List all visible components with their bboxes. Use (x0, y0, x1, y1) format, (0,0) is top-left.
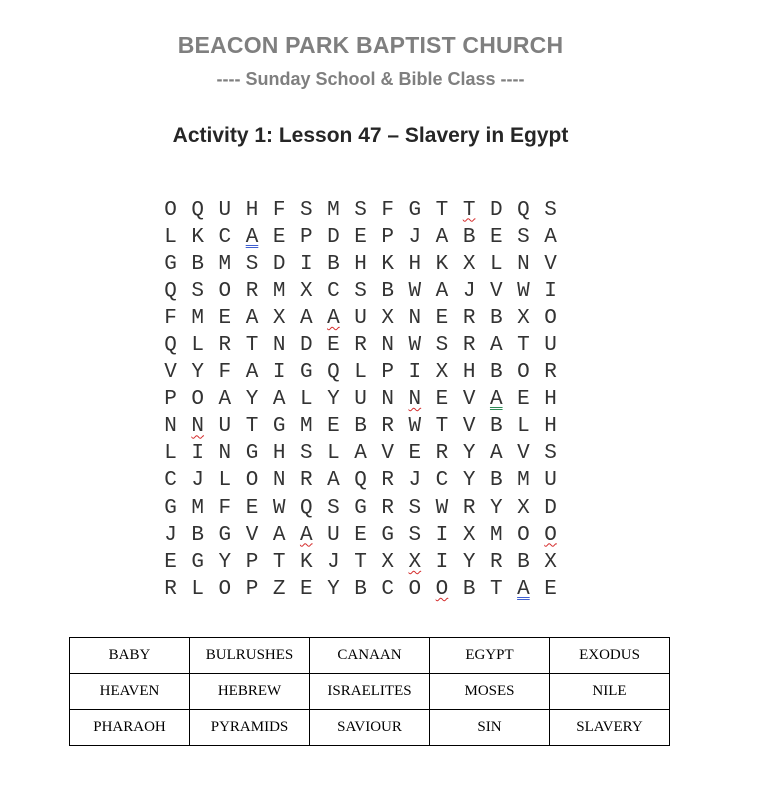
grid-letter: I (544, 279, 557, 303)
grid-letter: G (164, 252, 177, 276)
grid-letter: A (517, 577, 530, 601)
grid-letter: W (408, 415, 422, 439)
grid-letter: X (544, 550, 557, 574)
grid-letter: S (408, 523, 422, 547)
grid-letter: S (435, 334, 449, 358)
grid-letter: J (191, 469, 205, 493)
grid-letter: T (489, 577, 503, 601)
grid-letter: P (299, 225, 313, 249)
grid-letter: V (245, 523, 259, 547)
grid-row (157, 495, 564, 522)
grid-letter: V (489, 279, 503, 303)
grid-letter: V (517, 442, 530, 466)
word-search-grid (157, 197, 564, 603)
grid-letter: O (191, 388, 205, 412)
grid-letter: B (327, 252, 340, 276)
grid-letter: R (544, 361, 557, 385)
grid-letter: K (435, 252, 449, 276)
grid-letter: X (299, 279, 313, 303)
grid-letter: T (245, 334, 259, 358)
grid-letter: U (544, 469, 557, 493)
grid-letter: J (408, 225, 422, 249)
grid-letter: E (544, 577, 557, 601)
grid-letter: R (354, 334, 367, 358)
word-list-item: PYRAMIDS (190, 710, 310, 746)
grid-letter: Y (462, 442, 476, 466)
grid-letter: R (462, 334, 476, 358)
word-list-item: HEAVEN (70, 674, 190, 710)
grid-letter: E (354, 523, 367, 547)
grid-letter: G (272, 415, 286, 439)
grid-letter: X (381, 550, 394, 574)
grid-letter: B (489, 306, 503, 330)
grid-letter: W (272, 496, 286, 520)
grid-letter: E (489, 225, 503, 249)
grid-letter: V (462, 388, 476, 412)
grid-letter: L (299, 388, 313, 412)
grid-letter: G (381, 523, 394, 547)
grid-letter: W (408, 334, 422, 358)
grid-letter: A (327, 469, 340, 493)
word-list-row (70, 674, 670, 710)
grid-letter: L (327, 442, 340, 466)
grid-letter: B (191, 252, 205, 276)
grid-letter: H (462, 361, 476, 385)
grid-letter: M (299, 415, 313, 439)
word-list-item: SLAVERY (550, 710, 670, 746)
grid-letter: H (408, 252, 422, 276)
grid-letter: S (245, 252, 259, 276)
grid-letter: O (517, 361, 530, 385)
grid-letter: L (354, 361, 367, 385)
grid-letter: O (218, 577, 232, 601)
grid-letter: L (164, 225, 177, 249)
word-list-item: NILE (550, 674, 670, 710)
grid-letter: N (408, 388, 422, 412)
grid-letter: L (218, 469, 232, 493)
grid-letter: B (462, 577, 476, 601)
grid-letter: E (408, 442, 422, 466)
word-list-item: PHARAOH (70, 710, 190, 746)
grid-letter: P (164, 388, 177, 412)
grid-letter: U (327, 523, 340, 547)
grid-letter: N (381, 388, 394, 412)
grid-letter: W (408, 279, 422, 303)
grid-letter: Y (462, 469, 476, 493)
grid-letter: B (354, 577, 367, 601)
grid-letter: B (517, 550, 530, 574)
grid-letter: T (354, 550, 367, 574)
grid-letter: O (544, 306, 557, 330)
grid-letter: N (272, 469, 286, 493)
grid-letter: K (191, 225, 205, 249)
grid-letter: E (517, 388, 530, 412)
grid-letter: T (272, 550, 286, 574)
grid-letter: A (489, 442, 503, 466)
grid-letter: J (327, 550, 340, 574)
grid-letter: L (164, 442, 177, 466)
grid-letter: M (191, 306, 205, 330)
grid-letter: I (272, 361, 286, 385)
grid-row (157, 414, 564, 441)
grid-letter: A (435, 279, 449, 303)
grid-letter: O (517, 523, 530, 547)
grid-letter: I (435, 523, 449, 547)
grid-letter: U (218, 415, 232, 439)
grid-letter: S (517, 225, 530, 249)
grid-letter: B (381, 279, 394, 303)
grid-letter: V (164, 361, 177, 385)
word-list-item: SAVIOUR (310, 710, 430, 746)
grid-letter: Q (327, 361, 340, 385)
grid-letter: D (272, 252, 286, 276)
grid-letter: X (517, 496, 530, 520)
grid-letter: L (517, 415, 530, 439)
grid-letter: Y (191, 361, 205, 385)
church-name: BEACON PARK BAPTIST CHURCH (177, 32, 564, 58)
grid-row (157, 576, 564, 603)
grid-letter: C (218, 225, 232, 249)
grid-letter: R (381, 415, 394, 439)
grid-letter: H (245, 198, 259, 222)
grid-letter: Q (164, 334, 177, 358)
grid-letter: X (435, 361, 449, 385)
grid-letter: X (462, 252, 476, 276)
grid-letter: Q (164, 279, 177, 303)
grid-letter: A (489, 334, 503, 358)
grid-letter: W (517, 279, 530, 303)
grid-letter: D (327, 225, 340, 249)
grid-letter: A (245, 306, 259, 330)
grid-letter: R (462, 306, 476, 330)
grid-letter: E (354, 225, 367, 249)
grid-letter: J (164, 523, 177, 547)
grid-letter: D (489, 198, 503, 222)
grid-letter: N (517, 252, 530, 276)
grid-letter: G (191, 550, 205, 574)
grid-letter: P (381, 361, 394, 385)
grid-letter: Y (327, 388, 340, 412)
grid-letter: F (272, 198, 286, 222)
grid-letter: S (191, 279, 205, 303)
word-list-item: EXODUS (550, 638, 670, 674)
grid-letter: D (299, 334, 313, 358)
grid-letter: C (327, 279, 340, 303)
grid-letter: G (164, 496, 177, 520)
class-subtitle: ---- Sunday School & Bible Class ---- (216, 69, 525, 89)
grid-letter: G (218, 523, 232, 547)
grid-letter: B (191, 523, 205, 547)
grid-letter: F (218, 496, 232, 520)
grid-letter: J (408, 469, 422, 493)
word-list-row (70, 638, 670, 674)
grid-letter: I (299, 252, 313, 276)
grid-letter: F (164, 306, 177, 330)
grid-letter: M (191, 496, 205, 520)
grid-letter: P (381, 225, 394, 249)
grid-letter: S (354, 279, 367, 303)
word-list-item: BULRUSHES (190, 638, 310, 674)
grid-letter: W (435, 496, 449, 520)
grid-letter: A (544, 225, 557, 249)
grid-letter: A (245, 225, 259, 249)
grid-letter: S (299, 198, 313, 222)
grid-letter: Q (354, 469, 367, 493)
grid-letter: Y (462, 550, 476, 574)
grid-row (157, 549, 564, 576)
grid-letter: F (381, 198, 394, 222)
grid-letter: B (354, 415, 367, 439)
grid-letter: G (245, 442, 259, 466)
grid-letter: Z (272, 577, 286, 601)
grid-letter: A (218, 388, 232, 412)
grid-letter: D (544, 496, 557, 520)
grid-letter: T (462, 198, 476, 222)
grid-letter: E (245, 496, 259, 520)
grid-letter: Q (191, 198, 205, 222)
grid-row (157, 332, 564, 359)
grid-letter: S (354, 198, 367, 222)
grid-letter: B (462, 225, 476, 249)
grid-letter: R (164, 577, 177, 601)
grid-letter: E (327, 415, 340, 439)
grid-letter: Y (245, 388, 259, 412)
grid-letter: G (354, 496, 367, 520)
grid-letter: R (299, 469, 313, 493)
grid-letter: O (245, 469, 259, 493)
grid-letter: K (381, 252, 394, 276)
word-list-item: EGYPT (430, 638, 550, 674)
word-list-item: ISRAELITES (310, 674, 430, 710)
grid-row (157, 522, 564, 549)
grid-letter: R (489, 550, 503, 574)
word-list-row (70, 710, 670, 746)
grid-letter: U (218, 198, 232, 222)
grid-letter: L (191, 577, 205, 601)
grid-letter: X (272, 306, 286, 330)
grid-letter: V (462, 415, 476, 439)
grid-letter: S (327, 496, 340, 520)
grid-letter: L (191, 334, 205, 358)
grid-letter: M (327, 198, 340, 222)
grid-letter: T (435, 198, 449, 222)
grid-letter: A (354, 442, 367, 466)
word-list-item: MOSES (430, 674, 550, 710)
grid-row (157, 278, 564, 305)
grid-letter: A (272, 388, 286, 412)
grid-letter: E (299, 577, 313, 601)
grid-letter: R (462, 496, 476, 520)
grid-letter: S (544, 442, 557, 466)
grid-letter: S (408, 496, 422, 520)
grid-row (157, 251, 564, 278)
grid-letter: I (191, 442, 205, 466)
grid-letter: K (299, 550, 313, 574)
grid-letter: E (164, 550, 177, 574)
grid-letter: I (435, 550, 449, 574)
grid-letter: M (272, 279, 286, 303)
grid-letter: T (245, 415, 259, 439)
grid-row (157, 305, 564, 332)
word-list-item: HEBREW (190, 674, 310, 710)
grid-letter: T (517, 334, 530, 358)
grid-letter: C (381, 577, 394, 601)
grid-letter: C (435, 469, 449, 493)
activity-title: Activity 1: Lesson 47 – Slavery in Egypt (172, 124, 569, 147)
grid-letter: R (381, 496, 394, 520)
grid-letter: R (218, 334, 232, 358)
grid-letter: E (435, 388, 449, 412)
grid-letter: U (544, 334, 557, 358)
grid-letter: V (381, 442, 394, 466)
grid-letter: Y (489, 496, 503, 520)
grid-letter: O (218, 279, 232, 303)
grid-letter: N (191, 415, 205, 439)
grid-letter: J (462, 279, 476, 303)
grid-letter: G (299, 361, 313, 385)
grid-letter: M (218, 252, 232, 276)
grid-row (157, 197, 564, 224)
grid-letter: O (164, 198, 177, 222)
grid-letter: B (489, 415, 503, 439)
grid-letter: P (245, 550, 259, 574)
grid-letter: X (462, 523, 476, 547)
grid-letter: Q (517, 198, 530, 222)
word-list-item: SIN (430, 710, 550, 746)
grid-letter: A (245, 361, 259, 385)
word-list-item: BABY (70, 638, 190, 674)
grid-letter: Q (299, 496, 313, 520)
grid-letter: L (489, 252, 503, 276)
grid-letter: Y (327, 577, 340, 601)
grid-letter: M (517, 469, 530, 493)
grid-letter: T (435, 415, 449, 439)
grid-letter: U (354, 388, 367, 412)
grid-letter: S (299, 442, 313, 466)
grid-letter: X (381, 306, 394, 330)
grid-letter: H (544, 388, 557, 412)
grid-row (157, 468, 564, 495)
grid-letter: A (299, 306, 313, 330)
grid-row (157, 360, 564, 387)
grid-letter: E (272, 225, 286, 249)
grid-letter: P (245, 577, 259, 601)
grid-letter: C (164, 469, 177, 493)
grid-row (157, 224, 564, 251)
grid-letter: N (164, 415, 177, 439)
grid-letter: A (299, 523, 313, 547)
grid-letter: F (218, 361, 232, 385)
grid-row (157, 441, 564, 468)
grid-letter: R (381, 469, 394, 493)
grid-letter: E (435, 306, 449, 330)
grid-letter: Y (218, 550, 232, 574)
grid-letter: I (408, 361, 422, 385)
grid-letter: B (489, 469, 503, 493)
grid-letter: R (435, 442, 449, 466)
grid-letter: E (218, 306, 232, 330)
grid-letter: E (327, 334, 340, 358)
grid-letter: O (435, 577, 449, 601)
grid-letter: H (544, 415, 557, 439)
grid-letter: V (544, 252, 557, 276)
grid-letter: S (544, 198, 557, 222)
grid-letter: X (517, 306, 530, 330)
grid-letter: H (354, 252, 367, 276)
grid-letter: N (381, 334, 394, 358)
grid-letter: B (489, 361, 503, 385)
grid-letter: R (245, 279, 259, 303)
grid-row (157, 387, 564, 414)
grid-letter: M (489, 523, 503, 547)
grid-letter: A (435, 225, 449, 249)
grid-letter: U (354, 306, 367, 330)
grid-letter: A (327, 306, 340, 330)
word-list-table (69, 637, 670, 746)
grid-letter: H (272, 442, 286, 466)
grid-letter: N (408, 306, 422, 330)
grid-letter: O (544, 523, 557, 547)
grid-letter: O (408, 577, 422, 601)
grid-letter: A (272, 523, 286, 547)
grid-letter: A (489, 388, 503, 412)
grid-letter: N (272, 334, 286, 358)
grid-letter: G (408, 198, 422, 222)
grid-letter: X (408, 550, 422, 574)
word-list-item: CANAAN (310, 638, 430, 674)
grid-letter: N (218, 442, 232, 466)
